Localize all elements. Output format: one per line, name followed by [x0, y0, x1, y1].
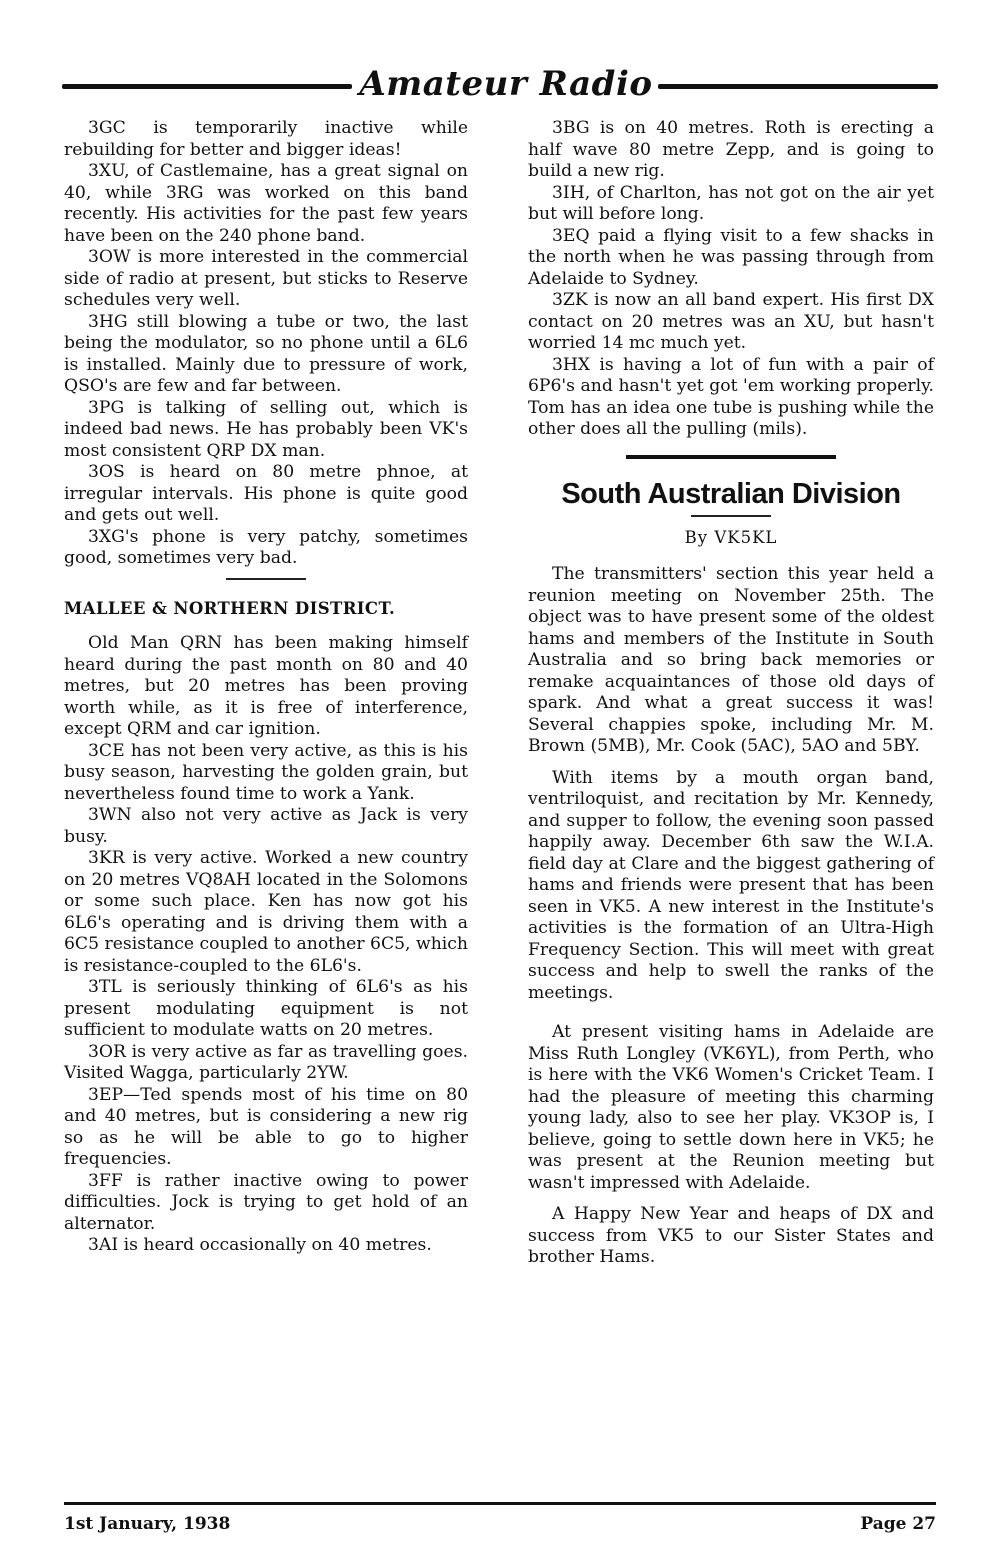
section-title: South Australian Division — [561, 477, 901, 510]
paragraph: 3OR is very active as far as travelling goes. Visited Wagga, particularly 2YW. — [64, 1041, 468, 1083]
paragraph: 3KR is very active. Worked a new country on 20 metres VQ8AH located in the Solomons or some such place. Ken has now got his 6L6's operating and is driving them with a 6C5 resistance coupled to another 6C5, which is resistance-coupled to the 6L6's. — [64, 848, 468, 976]
paragraph: 3BG is on 40 metres. Roth is erecting a half wave 80 metre Zepp, and is going to build a new rig. — [528, 118, 934, 181]
section-divider — [626, 455, 836, 459]
paragraph: 3OS is heard on 80 metre phnoe, at irregular intervals. His phone is quite good and gets out well. — [64, 462, 468, 525]
paragraph: 3XU, of Castlemaine, has a great signal on 40, while 3RG was worked on this band recently. His activities for the past few years have been on the 240 phone band. — [64, 161, 468, 246]
paragraph: A Happy New Year and heaps of DX and success from VK5 to our Sister States and brother Hams. — [528, 1204, 934, 1267]
paragraph: 3CE has not been very active, as this is his busy season, harvesting the golden grain, but nevertheless found time to work a Yank. — [64, 740, 468, 804]
paragraph: With items by a mouth organ band, ventriloquist, and recitation by Mr. Kennedy, and supper to follow, the evening soon passed happily away. December 6th saw the W.I.A. field day at Clare and the biggest gathering of hams and friends were present that has been seen in VK5. A new interest in the Institute's activities is the formation of an Ultra-High Frequency Section. This will meet with great success and help to swell the ranks of the meetings. — [528, 767, 934, 1003]
left-column — [64, 118, 468, 1257]
paragraph: 3HX is having a lot of fun with a pair of 6P6's and hasn't yet got 'em working properly. Tom has an idea one tube is pushing while the other does all the pulling (mils). — [528, 354, 934, 439]
paragraph: 3WN also not very active as Jack is very busy. — [64, 805, 468, 847]
masthead-rule-right — [658, 84, 938, 89]
footer-rule — [64, 1502, 936, 1505]
paragraph: 3EQ paid a flying visit to a few shacks in the north when he was passing through from Adelaide to Sydney. — [528, 225, 934, 289]
paragraph: 3HG still blowing a tube or two, the last being the modulator, so no phone until a 6L6 is installed. Mainly due to pressure of work, QSO's are few and far between. — [64, 311, 468, 396]
byline: By VK5KL — [684, 527, 778, 547]
paragraph: 3PG is talking of selling out, which is indeed bad news. He has probably been VK's most consistent QRP DX man. — [64, 397, 468, 461]
paragraph: 3GC is temporarily inactive while rebuilding for better and bigger ideas! — [64, 118, 468, 160]
title-underline — [691, 515, 771, 517]
section-divider — [226, 578, 306, 580]
paragraph: 3XG's phone is very patchy, sometimes good, sometimes very bad. — [64, 526, 468, 568]
masthead-rule-left — [62, 84, 352, 89]
paragraph: At present visiting hams in Adelaide are Miss Ruth Longley (VK6YL), from Perth, who is here with the VK6 Women's Cricket Team. I had the pleasure of meeting this charming young lady, also to see her play. VK3OP is, I believe, going to settle down here in VK5; he was present at the Reunion meeting but wasn't impressed with Adelaide. — [528, 1022, 934, 1193]
paragraph: 3OW is more interested in the commercial side of radio at present, but sticks to Reserve schedules very well. — [64, 247, 468, 310]
paragraph: 3IH, of Charlton, has not got on the air yet but will before long. — [528, 182, 934, 224]
paragraph: 3ZK is now an all band expert. His first DX contact on 20 metres was an XU, but hasn't worried 14 mc much yet. — [528, 290, 934, 353]
masthead — [62, 64, 938, 108]
paragraph: 3AI is heard occasionally on 40 metres. — [88, 1235, 432, 1255]
paragraph: The transmitters' section this year held a reunion meeting on November 25th. The object was to have present some of the oldest hams and members of the Institute in South Australia and so bring back memories or remake acquaintances of those old days of spark. And what a great success it was! Several chappies spoke, including Mr. M. Brown (5MB), Mr. Cook (5AC), 5AO and 5BY. — [528, 564, 934, 756]
footer-date: 1st January, 1938 — [64, 1514, 231, 1534]
masthead-title: Amateur Radio — [359, 64, 653, 104]
right-column — [528, 118, 934, 1269]
page-number: Page 27 — [860, 1514, 936, 1534]
paragraph: 3FF is rather inactive owing to power difficulties. Jock is trying to get hold of an alternator. — [64, 1170, 468, 1234]
district-heading: MALLEE & NORTHERN DISTRICT. — [64, 598, 396, 618]
paragraph: Old Man QRN has been making himself heard during the past month on 80 and 40 metres, but 20 metres has been proving worth while, as it is free of interference, except QRM and car ignition. — [64, 633, 468, 739]
paragraph: 3TL is seriously thinking of 6L6's as his present modulating equipment is not sufficient to modulate watts on 20 metres. — [64, 977, 468, 1040]
paragraph: 3EP—Ted spends most of his time on 80 and 40 metres, but is considering a new rig so as he will be able to go to higher frequencies. — [64, 1084, 468, 1169]
